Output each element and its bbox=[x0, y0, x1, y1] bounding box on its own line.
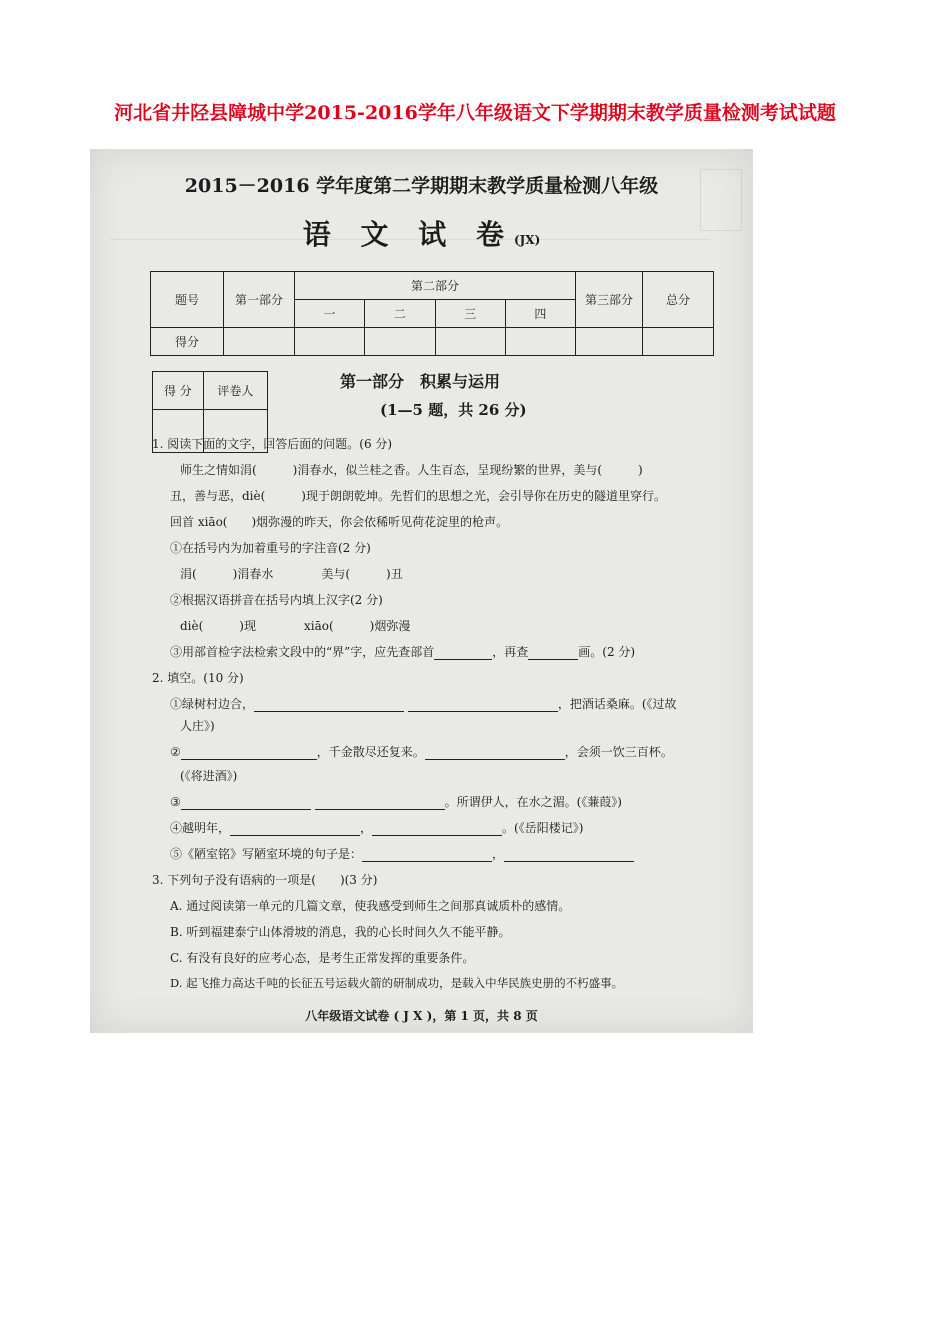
q2-text: ，把酒话桑麻。(《过故 bbox=[557, 697, 677, 711]
answer-blank[interactable] bbox=[230, 823, 360, 836]
score-col: 一 bbox=[295, 300, 365, 328]
q1-stem: 1. 阅读下面的文字，回答后面的问题。(6 分) bbox=[152, 437, 393, 451]
score-header-part1: 第一部分 bbox=[224, 272, 295, 328]
q1-sub3-text: ③用部首检字法检索文段中的“界”字，应先查部首 bbox=[170, 645, 435, 659]
q2-line2 bbox=[170, 743, 673, 760]
q2-text: ③ bbox=[170, 795, 181, 809]
page-footer: 八年级语文试卷 ( J X )，第 1 页，共 8 页 bbox=[305, 1009, 538, 1023]
section-subtitle: (1—5 题，共 26 分) bbox=[380, 401, 527, 419]
answer-blank[interactable] bbox=[181, 747, 317, 760]
score-header-total: 总分 bbox=[643, 272, 714, 328]
q3-option-d[interactable]: D. 起飞推力高达千吨的长征五号运载火箭的研制成功，是载入中华民族史册的不朽盛事。 bbox=[170, 976, 624, 990]
q2-text: ， bbox=[360, 821, 373, 835]
q2-line1 bbox=[170, 695, 677, 712]
score-cell bbox=[576, 328, 643, 356]
score-col: 三 bbox=[435, 300, 505, 328]
q2-text: ，会须一饮三百杯。 bbox=[564, 745, 673, 759]
q1-sub2: ②根据汉语拼音在括号内填上汉字(2 分) bbox=[170, 593, 383, 607]
q1-para-line: 回首 xiāo( )烟弥漫的昨天，你会依稀听见荷花淀里的枪声。 bbox=[170, 515, 509, 529]
q2-line5 bbox=[170, 845, 634, 862]
answer-blank[interactable] bbox=[372, 823, 502, 836]
score-row-label: 得分 bbox=[151, 328, 224, 356]
exam-header: 2015－2016 学年度第二学期期末教学质量检测八年级 bbox=[184, 175, 659, 197]
q3-option-b[interactable]: B. 听到福建泰宁山体滑坡的消息，我的心长时间久久不能平静。 bbox=[170, 925, 511, 939]
q2-text: ，千金散尽还复来。 bbox=[316, 745, 425, 759]
score-col: 二 bbox=[365, 300, 435, 328]
q3-option-c[interactable]: C. 有没有良好的应考心态，是考生正常发挥的重要条件。 bbox=[170, 951, 475, 965]
score-header-tihao: 题号 bbox=[151, 272, 224, 328]
grader-label: 评卷人 bbox=[203, 372, 267, 410]
score-cell bbox=[365, 328, 435, 356]
q2-stem: 2. 填空。(10 分) bbox=[152, 671, 244, 685]
q2-text: ⑤《陋室铭》写陋室环境的句子是： bbox=[170, 847, 363, 861]
score-col: 四 bbox=[505, 300, 575, 328]
section-title: 第一部分 积累与运用 bbox=[340, 372, 501, 391]
score-cell bbox=[224, 328, 295, 356]
q1-sub1: ①在括号内为加着重号的字注音(2 分) bbox=[170, 541, 371, 555]
q2-text: ④越明年， bbox=[170, 821, 231, 835]
answer-blank[interactable] bbox=[528, 647, 578, 660]
q1-sub2-answer: diè( )现 xiāo( )烟弥漫 bbox=[180, 619, 411, 633]
q2-line1-source: 人庄》) bbox=[180, 719, 215, 733]
score-cell bbox=[295, 328, 365, 356]
exam-photo bbox=[90, 149, 753, 1033]
q1-sub1-answer: 涓( )涓春水 美与( )丑 bbox=[180, 567, 403, 581]
answer-blank[interactable] bbox=[408, 699, 558, 712]
answer-blank[interactable] bbox=[254, 699, 404, 712]
subject-name: 语 文 试 卷 bbox=[302, 218, 514, 251]
grader-score-label: 得 分 bbox=[153, 372, 204, 410]
score-cell bbox=[505, 328, 575, 356]
answer-blank[interactable] bbox=[181, 797, 311, 810]
subject-code: (JX) bbox=[513, 233, 541, 247]
q1-para-line: 师生之情如涓( )涓春水，似兰桂之香。人生百态，呈现纷繁的世界，美与( ) bbox=[180, 463, 643, 477]
q1-sub3-text: ，再查 bbox=[492, 645, 529, 659]
q2-line3 bbox=[170, 793, 622, 810]
answer-blank[interactable] bbox=[425, 747, 565, 760]
q1-para-line: 丑，善与恶，diè( )现于朗朗乾坤。先哲们的思想之光，会引导你在历史的隧道里穿行。 bbox=[170, 489, 666, 503]
q3-stem: 3. 下列句子没有语病的一项是( )(3 分) bbox=[152, 873, 378, 887]
score-header-part3: 第三部分 bbox=[576, 272, 643, 328]
q2-text: 。所谓伊人，在水之湄。(《蒹葭》) bbox=[444, 795, 622, 809]
q2-text: ， bbox=[492, 847, 505, 861]
q1-sub3 bbox=[170, 643, 635, 660]
page-title: 河北省井陉县障城中学2015-2016学年八年级语文下学期期末教学质量检测考试试题 bbox=[114, 102, 836, 124]
answer-blank[interactable] bbox=[434, 647, 492, 660]
q1-sub3-text: 画。(2 分) bbox=[578, 645, 636, 659]
score-header-part2: 第二部分 bbox=[295, 272, 576, 300]
score-cell bbox=[643, 328, 714, 356]
q2-line4 bbox=[170, 819, 583, 836]
exam-subject bbox=[90, 213, 753, 253]
answer-blank[interactable] bbox=[315, 797, 445, 810]
score-table bbox=[150, 271, 714, 356]
q2-text: ①绿树村边合， bbox=[170, 697, 255, 711]
answer-blank[interactable] bbox=[504, 849, 634, 862]
q2-text: ② bbox=[170, 745, 181, 759]
score-cell bbox=[435, 328, 505, 356]
q2-text: 。(《岳阳楼记》) bbox=[502, 821, 584, 835]
q3-option-a[interactable]: A. 通过阅读第一单元的几篇文章，使我感受到师生之间那真诚质朴的感情。 bbox=[170, 899, 571, 913]
answer-blank[interactable] bbox=[362, 849, 492, 862]
q2-line2-source: (《将进酒》) bbox=[180, 769, 238, 783]
